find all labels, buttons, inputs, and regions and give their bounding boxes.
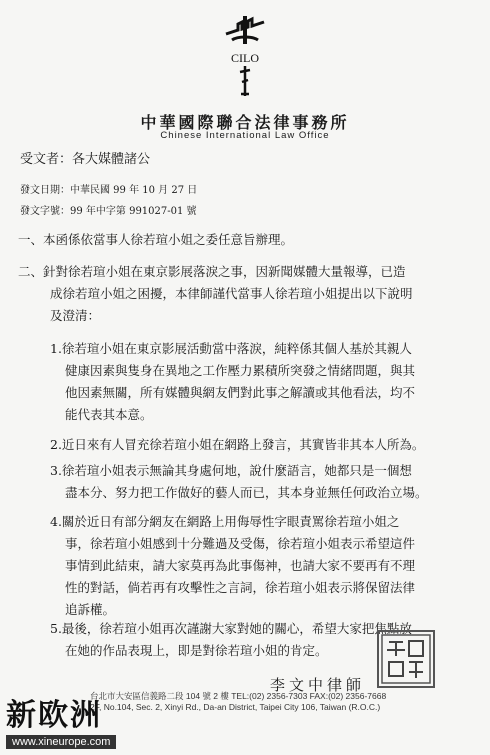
svg-text:CILO: CILO — [231, 51, 259, 65]
item-2-line: 2.近日來有人冒充徐若瑄小姐在網路上發言，其實皆非其本人所為。 — [50, 437, 425, 452]
item-1-line: 他因素無關，所有媒體與網友們對此事之解讀或其他看法，均不 — [65, 385, 416, 400]
watermark-url: www.xineurope.com — [6, 735, 116, 749]
recipient-line: 受文者：各大媒體諸公 — [20, 152, 151, 167]
site-watermark — [6, 700, 116, 750]
item-4-line: 性的對話，倘若再有攻擊性之言詞，徐若瑄小姐表示將保留法律 — [65, 580, 416, 595]
lawyer-seal-icon — [377, 630, 435, 688]
item-5-line: 5.最後，徐若瑄小姐再次謹謝大家對她的關心，希望大家把焦點放 — [50, 621, 412, 636]
firm-name-en: Chinese International Law Office — [160, 130, 330, 141]
issue-date: 發文日期：中華民國 99 年 10 月 27 日 — [20, 185, 198, 196]
lawyer-signature: 李文中律師 — [270, 676, 366, 694]
paragraph-1: 一、本函係依當事人徐若瑄小姐之委任意旨辦理。 — [18, 232, 294, 247]
paragraph-2-line: 成徐若瑄小姐之困擾，本律師謹代當事人徐若瑄小姐提出以下說明 — [50, 286, 413, 301]
item-1-line: 1.徐若瑄小姐在東京影展活動當中落淚，純粹係其個人基於其親人 — [50, 341, 412, 356]
item-1-line: 能代表其本意。 — [65, 407, 153, 422]
item-1-line: 健康因素與隻身在異地之工作壓力累積所突發之情緒問題，與其 — [65, 363, 416, 378]
firm-name-zh: 中華國際聯合法律事務所 — [140, 113, 350, 132]
item-4-line: 4.關於近日有部分網友在網路上用侮辱性字眼責罵徐若瑄小姐之 — [50, 514, 400, 529]
footer-address-en: 2F, No.104, Sec. 2, Xinyi Rd., Da-an District, Taipei City 106, Taiwan (R.O.C.) — [90, 702, 381, 712]
item-3-line: 盡本分、努力把工作做好的藝人而已，其本身並無任何政治立場。 — [65, 485, 428, 500]
item-5-line: 在她的作品表現上，即是對徐若瑄小姐的肯定。 — [65, 643, 328, 658]
item-4-line: 追訴權。 — [65, 602, 116, 617]
item-4-line: 事情到此結束，請大家莫再為此事傷神，也請大家不要再有不理 — [65, 558, 416, 573]
reference-number: 發文字號：99 年中字第 991027-01 號 — [20, 206, 197, 217]
footer-address-zh: 台北市大安區信義路二段 104 號 2 樓 TEL:(02) 2356-7303 FAX:(02) 2356-7668 — [90, 691, 387, 701]
paragraph-2-line: 二、針對徐若瑄小姐在東京影展落淚之事，因新聞媒體大量報導，已造 — [18, 264, 406, 279]
watermark-brand: 新欧洲 — [6, 699, 102, 732]
paragraph-2-line: 及澄清： — [50, 308, 101, 323]
item-4-line: 事，徐若瑄小姐感到十分難過及受傷，徐若瑄小姐表示希望這件 — [65, 536, 416, 551]
firm-logo-icon — [212, 10, 278, 102]
item-3-line: 3.徐若瑄小姐表示無論其身處何地，說什麼語言，她都只是一個想 — [50, 463, 412, 478]
